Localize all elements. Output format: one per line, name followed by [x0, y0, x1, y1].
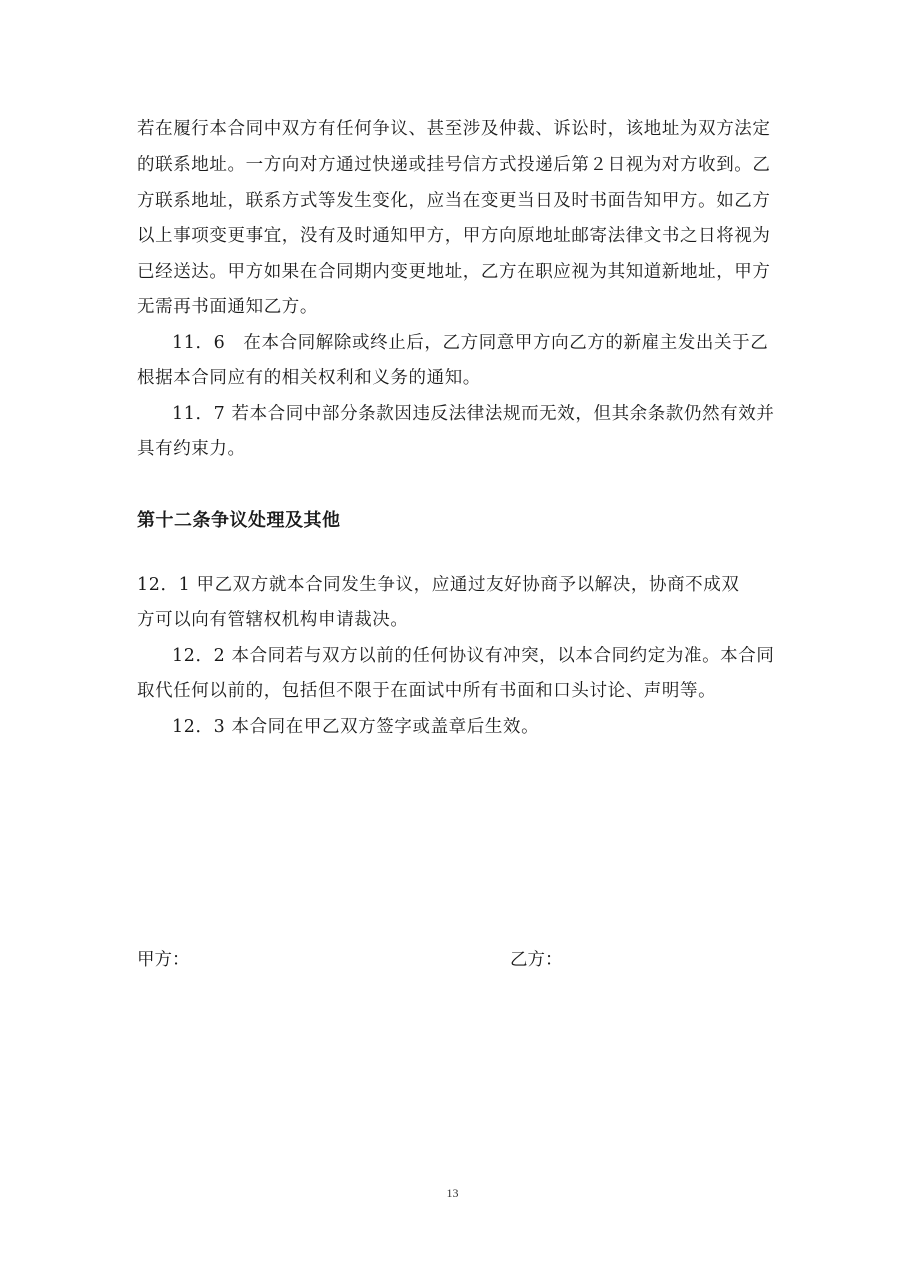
paragraph-address-line-5: 已经送达。甲方如果在合同期内变更地址，乙方在职应视为其知道新地址，甲方 — [137, 262, 771, 282]
clause-12-3-line-1: 12．3 本合同在甲乙双方签字或盖章后生效。 — [172, 717, 540, 737]
party-b-signature-label: 乙方： — [510, 950, 563, 970]
clause-12-1-line-2: 方可以向有管辖权机构申请裁决。 — [137, 610, 409, 630]
paragraph-address-line-4: 以上事项变更事宜，没有及时通知甲方，甲方向原地址邮寄法律文书之日将视为 — [137, 226, 771, 246]
clause-11-7-line-2: 具有约束力。 — [137, 439, 246, 459]
paragraph-address-line-1: 若在履行本合同中双方有任何争议、甚至涉及仲裁、诉讼时，该地址为双方法定 — [137, 119, 771, 139]
clause-12-1-line-1: 12．1 甲乙双方就本合同发生争议，应通过友好协商予以解决，协商不成双 — [137, 575, 740, 595]
paragraph-address-line-2: 的联系地址。一方向对方通过快递或挂号信方式投递后第２日视为对方收到。乙 — [137, 155, 771, 175]
paragraph-address-line-6: 无需再书面通知乙方。 — [137, 297, 318, 317]
party-a-signature-label: 甲方： — [137, 950, 190, 970]
section-12-heading: 第十二条争议处理及其他 — [137, 510, 341, 531]
clause-11-7-line-1: 11．7 若本合同中部分条款因违反法律法规而无效，但其余条款仍然有效并 — [172, 404, 775, 424]
paragraph-address-line-3: 方联系地址，联系方式等发生变化，应当在变更当日及时书面告知甲方。如乙方 — [137, 191, 771, 211]
page-number: 13 — [446, 1186, 459, 1200]
clause-11-6-line-1: 11．6 在本合同解除或终止后，乙方同意甲方向乙方的新雇主发出关于乙 — [172, 333, 769, 353]
clause-12-2-line-2: 取代任何以前的，包括但不限于在面试中所有书面和口头讨论、声明等。 — [137, 681, 717, 701]
clause-12-2-line-1: 12．2 本合同若与双方以前的任何协议有冲突，以本合同约定为准。本合同 — [172, 646, 775, 666]
clause-11-6-line-2: 根据本合同应有的相关权利和义务的通知。 — [137, 368, 481, 388]
